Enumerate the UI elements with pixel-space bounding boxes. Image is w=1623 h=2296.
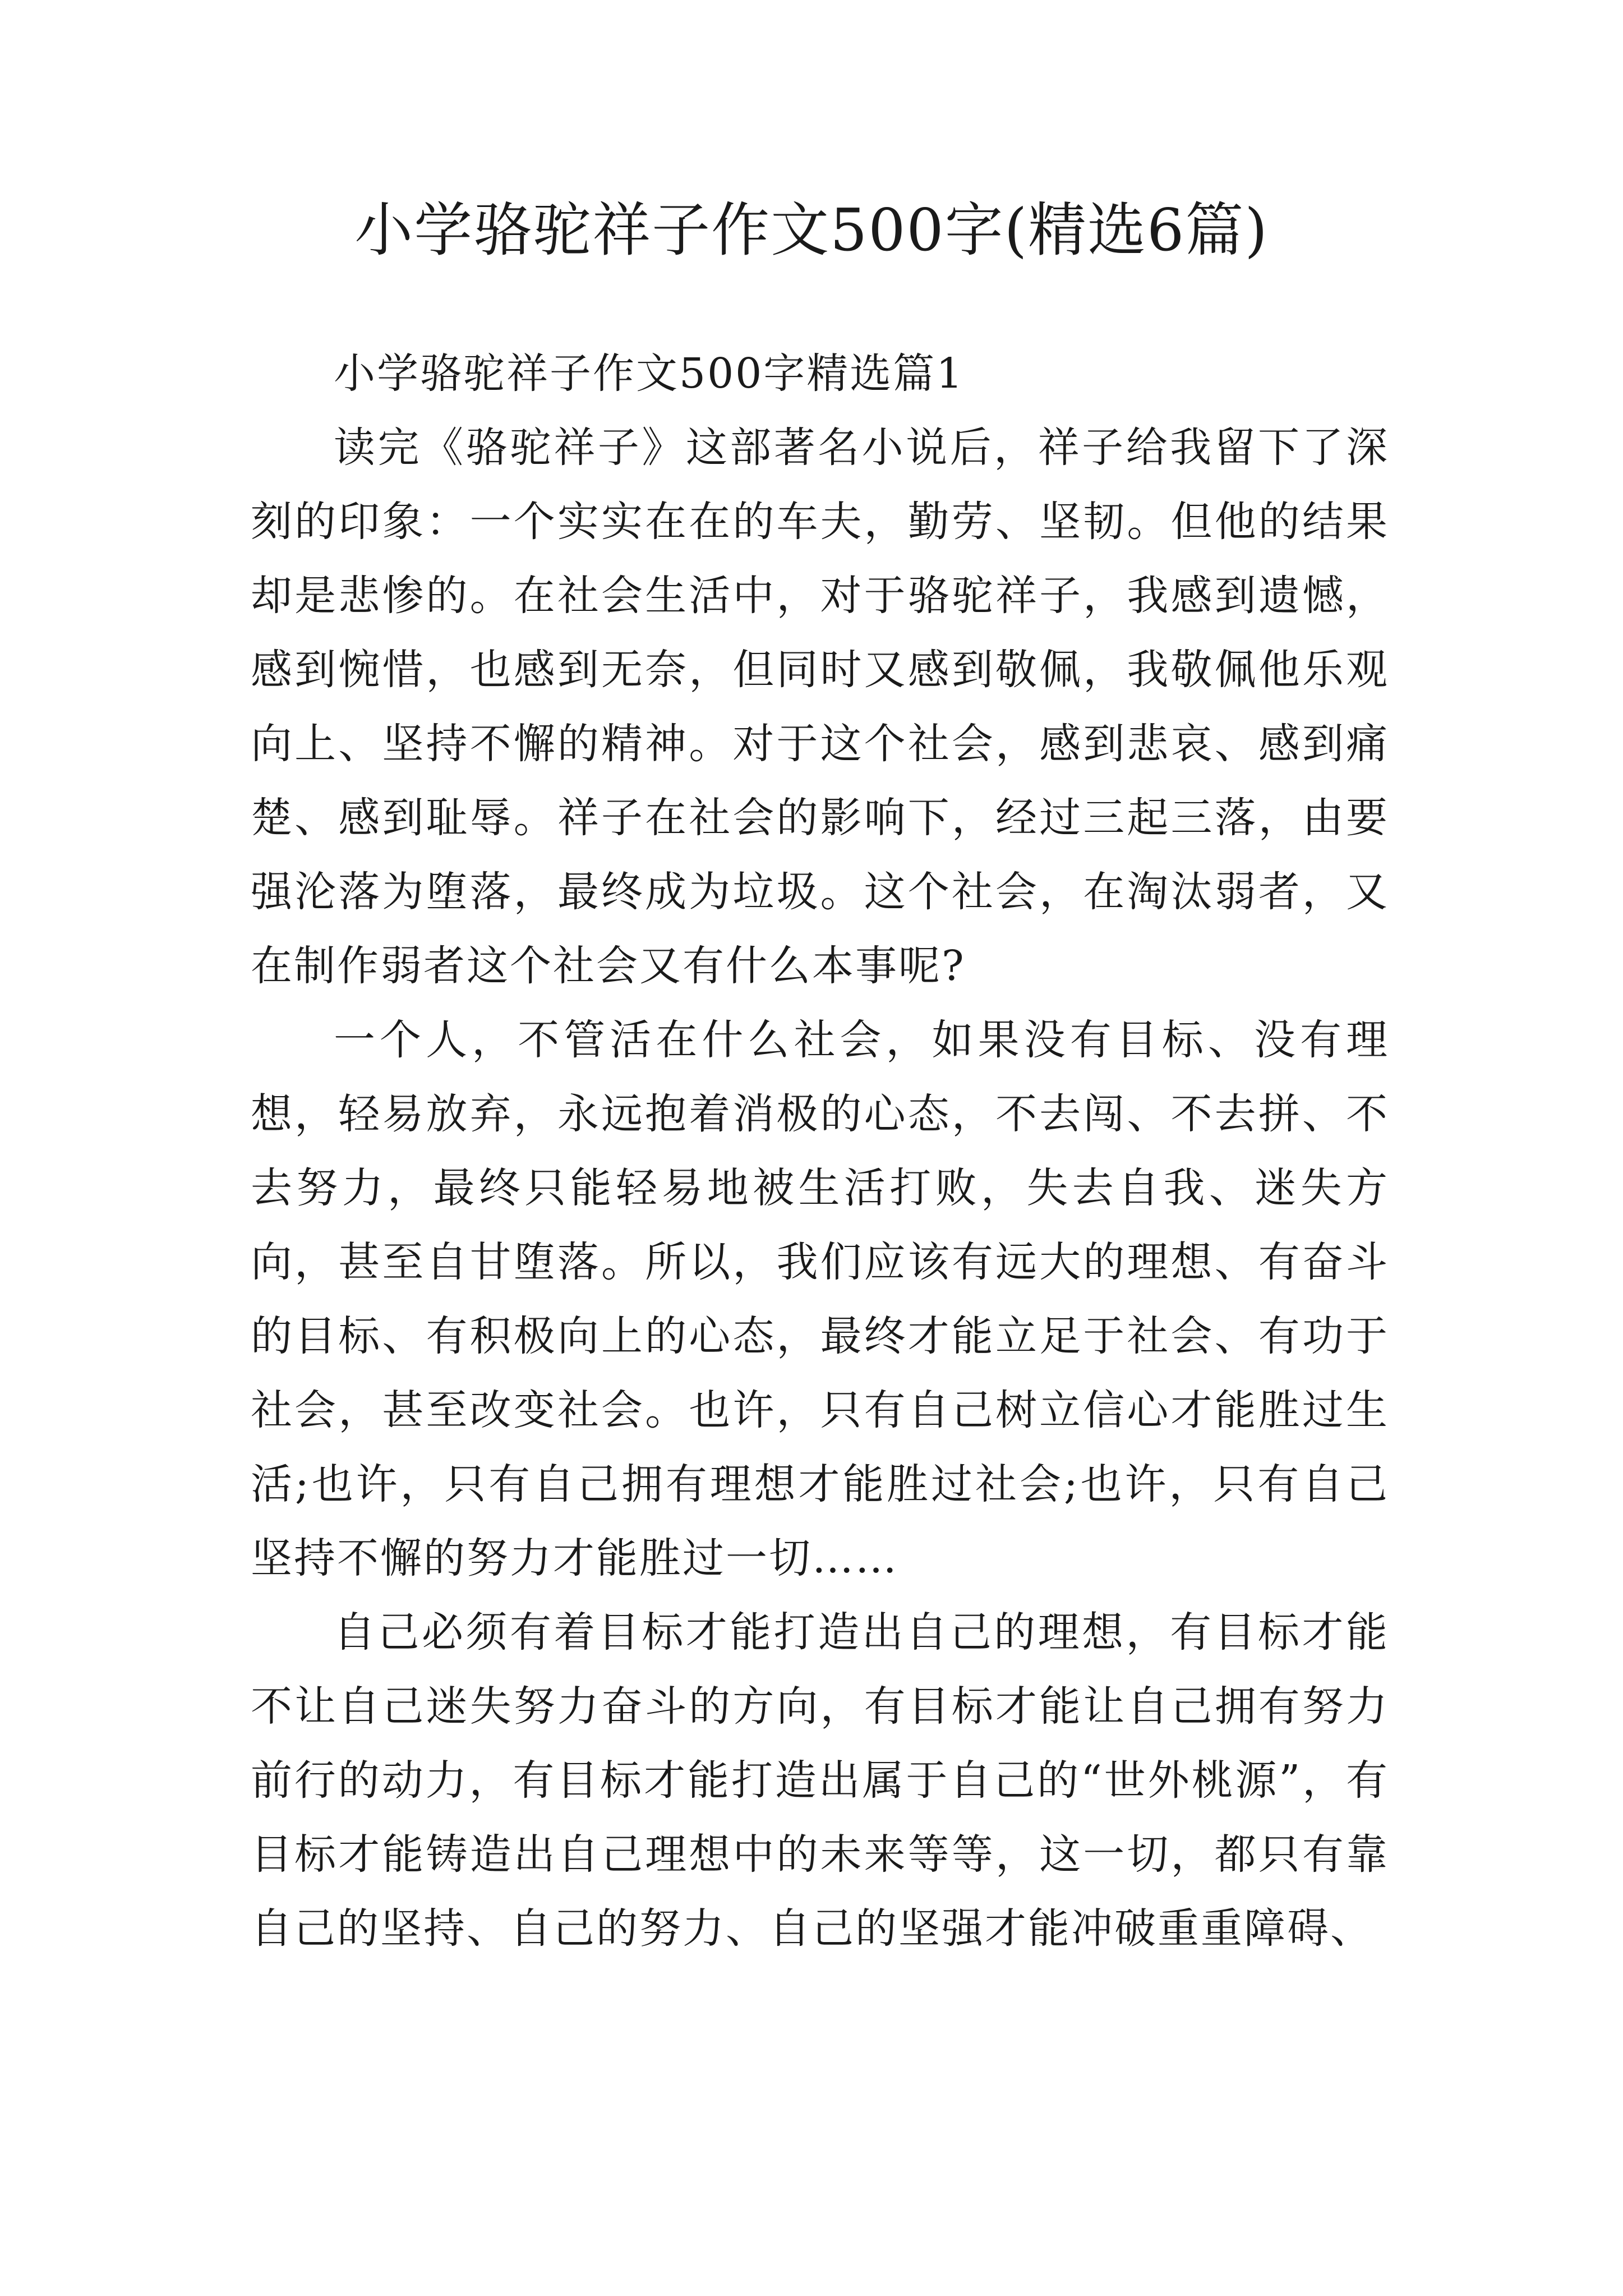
section-heading: 小学骆驼祥子作文500字精选篇1 <box>334 349 965 398</box>
paragraph-3: 自己必须有着目标才能打造出自己的理想，有目标才能不让自己迷失努力奋斗的方向，有目标才能让自己拥有努力前行的动力，有目标才能打造出属于自己的“世外桃源”，有目标才能铸造出自己理想中的未来等等，这一切，都只有靠自己的坚持、自己的努力、自己的坚强才能冲破重重障碍、 <box>251 1608 1389 1953</box>
document-body <box>251 337 1389 1966</box>
document-title: 小学骆驼祥子作文500字(精选6篇) <box>354 196 1269 264</box>
paragraph-1: 读完《骆驼祥子》这部著名小说后，祥子给我留下了深刻的印象：一个实实在在的车夫，勤劳、坚韧。但他的结果却是悲惨的。在社会生活中，对于骆驼祥子，我感到遗憾，感到惋惜，也感到无奈，但同时又感到敬佩，我敬佩他乐观向上、坚持不懈的精神。对于这个社会，感到悲哀、感到痛楚、感到耻辱。祥子在社会的影响下，经过三起三落，由要强沦落为堕落，最终成为垃圾。这个社会，在淘汰弱者，又在制作弱者这个社会又有什么本事呢? <box>251 424 1389 990</box>
paragraph-2: 一个人，不管活在什么社会，如果没有目标、没有理想，轻易放弃，永远抱着消极的心态，不去闯、不去拼、不去努力，最终只能轻易地被生活打败，失去自我、迷失方向，甚至自甘堕落。所以，我们应该有远大的理想、有奋斗的目标、有积极向上的心态，最终才能立足于社会、有功于社会，甚至改变社会。也许，只有自己树立信心才能胜过生活;也许，只有自己拥有理想才能胜过社会;也许，只有自己坚持不懈的努力才能胜过一切…… <box>251 1016 1389 1582</box>
